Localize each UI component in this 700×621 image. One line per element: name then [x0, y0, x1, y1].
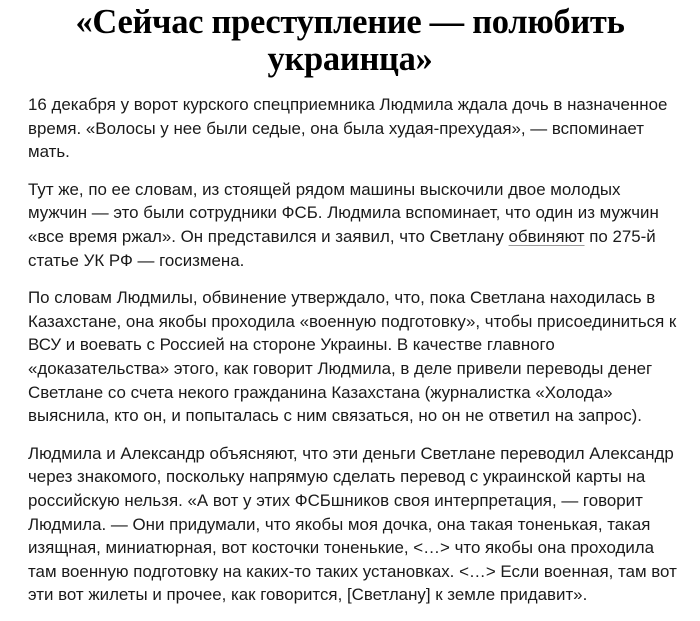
paragraph-1: 16 декабря у ворот курского спецприемника Людмила ждала дочь в назначенное время. «Волосы у нее были седые, она была худая-прехудая», — вспоминает мать.: [28, 95, 668, 162]
accused-link[interactable]: обвиняют: [508, 226, 585, 246]
article-headline: «Сейчас преступление — полюбить украинца»: [75, 3, 625, 78]
paragraph-4: Людмила и Александр объясняют, что эти деньги Светлане переводил Александр через знакомого, поскольку напрямую сделать перевод с украинской карты на российскую нельзя. «А вот у этих ФСБшников своя интерпретация, — говорит Людмила. — Они придумали, что якобы моя дочка, она такая тоненькая, такая изящная, миниатюрная, вот косточки тоненькие, <…> что якобы она проходила там военную подготовку на каких-то таких установках. <…> Если военная, там вот эти вот жилеты и прочее, как говорится, [Светлану] к земле придавит».: [28, 443, 677, 605]
paragraph-2-after: по 275-й статье УК РФ — госизмена.: [28, 226, 656, 270]
article-body: [18, 93, 682, 607]
article: [18, 0, 682, 621]
paragraph-3: По словам Людмилы, обвинение утверждало, что, пока Светлана находилась в Казахстане, она якобы проходила «военную подготовку», чтобы присоединиться к ВСУ и воевать с Россией на стороне Украины. В качестве главного «доказательства» этого, как говорит Людмила, в деле привели переводы денег Светлане со счета некого гражданина Казахстана (журналистка «Холода» выяснила, кто он, и попыталась с ним связаться, но он не ответил на запрос).: [28, 288, 677, 426]
paragraph-2: [18, 178, 682, 272]
paragraph-2-before: Тут же, по ее словам, из стоящей рядом машины выскочили двое молодых мужчин — это были сотрудники ФСБ. Людмила вспоминает, что один из мужчин «все время ржал». Он представился и заявил, что Светлану: [28, 179, 659, 246]
